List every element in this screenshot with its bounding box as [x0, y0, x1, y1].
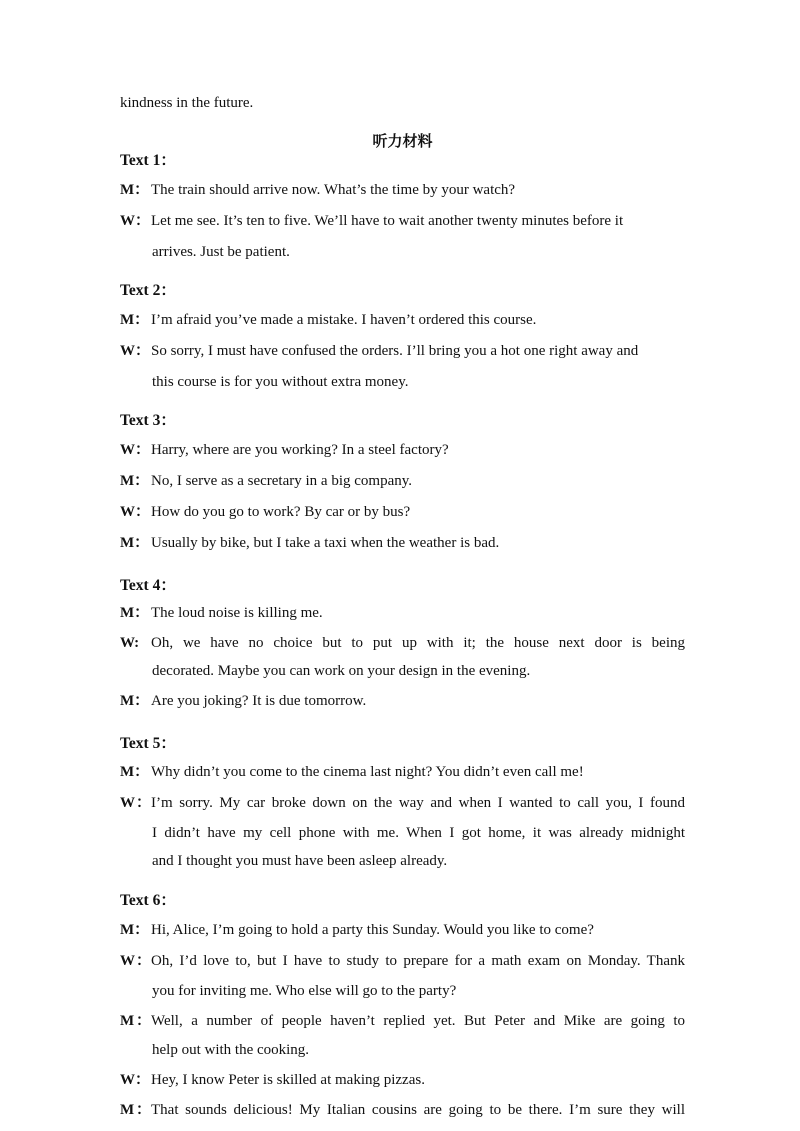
- dialogue-line: [120, 628, 685, 658]
- section-heading: Text 6：: [120, 892, 176, 909]
- dialogue-text: The loud noise is killing me.: [151, 605, 323, 621]
- dialogue-line: [120, 435, 685, 465]
- speaker-label: W：: [120, 343, 151, 359]
- dialogue-line: [120, 528, 685, 558]
- speaker-label: M：: [120, 922, 150, 938]
- page-title: 听力材料: [372, 132, 433, 150]
- dialogue-text: I’m afraid you’ve made a mistake. I haven’t ordered this course.: [151, 312, 537, 328]
- dialogue-text: The train should arrive now. What’s the time by your watch?: [151, 182, 516, 198]
- speaker-label: M：: [120, 473, 150, 489]
- section-heading: Text 1：: [120, 152, 176, 169]
- dialogue-line: [120, 175, 685, 205]
- dialogue-continuation: decorated. Maybe you can work on your design in the evening.: [152, 663, 531, 679]
- dialogue-text: Oh, we have no choice but to put up with it; the house next door is being: [151, 635, 685, 651]
- dialogue-line: [120, 598, 685, 628]
- speaker-label: M：: [120, 182, 150, 198]
- dialogue-text: Well, a number of people haven’t replied yet. But Peter and Mike are going to: [151, 1013, 685, 1029]
- speaker-label: W：: [120, 1072, 151, 1088]
- speaker-label: M：: [120, 693, 150, 709]
- dialogue-text: How do you go to work? By car or by bus?: [151, 504, 411, 520]
- speaker-label: W:: [120, 635, 140, 651]
- dialogue-line: [120, 497, 685, 527]
- dialogue-line: [120, 915, 685, 945]
- dialogue-text: Why didn’t you come to the cinema last night? You didn’t even call me!: [151, 764, 584, 780]
- speaker-label: W：: [120, 442, 151, 458]
- dialogue-line: [120, 1095, 685, 1125]
- speaker-label: M：: [120, 764, 150, 780]
- dialogue-line: [120, 466, 685, 496]
- dialogue-line: [120, 757, 685, 787]
- dialogue-text: Usually by bike, but I take a taxi when the weather is bad.: [151, 535, 500, 551]
- dialogue-continuation: and I thought you must have been asleep already.: [152, 853, 448, 869]
- dialogue-text: That sounds delicious! My Italian cousins are going to be there. I’m sure they will: [151, 1102, 685, 1118]
- speaker-label: W：: [120, 504, 151, 520]
- dialogue-text: No, I serve as a secretary in a big company.: [151, 473, 413, 489]
- dialogue-continuation: this course is for you without extra money.: [152, 374, 409, 390]
- dialogue-text: Harry, where are you working? In a steel factory?: [151, 442, 449, 458]
- speaker-label: M：: [120, 1102, 151, 1118]
- dialogue-continuation: arrives. Just be patient.: [152, 244, 290, 260]
- dialogue-line: [120, 788, 685, 818]
- dialogue-text: Hi, Alice, I’m going to hold a party this Sunday. Would you like to come?: [151, 922, 594, 938]
- speaker-label: M：: [120, 605, 150, 621]
- dialogue-line: [120, 686, 685, 716]
- section-heading: Text 2：: [120, 282, 176, 299]
- speaker-label: W：: [120, 953, 151, 969]
- speaker-label: M：: [120, 312, 150, 328]
- dialogue-text: Oh, I’d love to, but I have to study to prepare for a math exam on Monday. Thank: [151, 953, 685, 969]
- speaker-label: M：: [120, 535, 150, 551]
- dialogue-line: [120, 1065, 685, 1095]
- section-heading: Text 4：: [120, 577, 176, 594]
- dialogue-line: [120, 206, 685, 236]
- dialogue-text: Let me see. It’s ten to five. We’ll have to wait another twenty minutes before it: [151, 213, 624, 229]
- dialogue-line: [120, 946, 685, 976]
- speaker-label: M：: [120, 1013, 151, 1029]
- dialogue-text: I’m sorry. My car broke down on the way and when I wanted to call you, I found: [151, 795, 685, 811]
- dialogue-continuation: help out with the cooking.: [152, 1042, 310, 1058]
- dialogue-line: [120, 305, 685, 335]
- dialogue-text: Hey, I know Peter is skilled at making pizzas.: [151, 1072, 425, 1088]
- dialogue-continuation: you for inviting me. Who else will go to the party?: [152, 983, 457, 999]
- section-heading: Text 5：: [120, 735, 176, 752]
- dialogue-line: [120, 1006, 685, 1036]
- dialogue-line: [120, 336, 685, 366]
- intro-text: kindness in the future.: [120, 95, 254, 111]
- dialogue-text: So sorry, I must have confused the orders. I’ll bring you a hot one right away and: [151, 343, 639, 359]
- section-heading: Text 3：: [120, 412, 176, 429]
- dialogue-text: Are you joking? It is due tomorrow.: [151, 693, 367, 709]
- speaker-label: W：: [120, 795, 151, 811]
- speaker-label: W：: [120, 213, 151, 229]
- dialogue-continuation: I didn’t have my cell phone with me. When I got home, it was already midnight: [152, 825, 685, 841]
